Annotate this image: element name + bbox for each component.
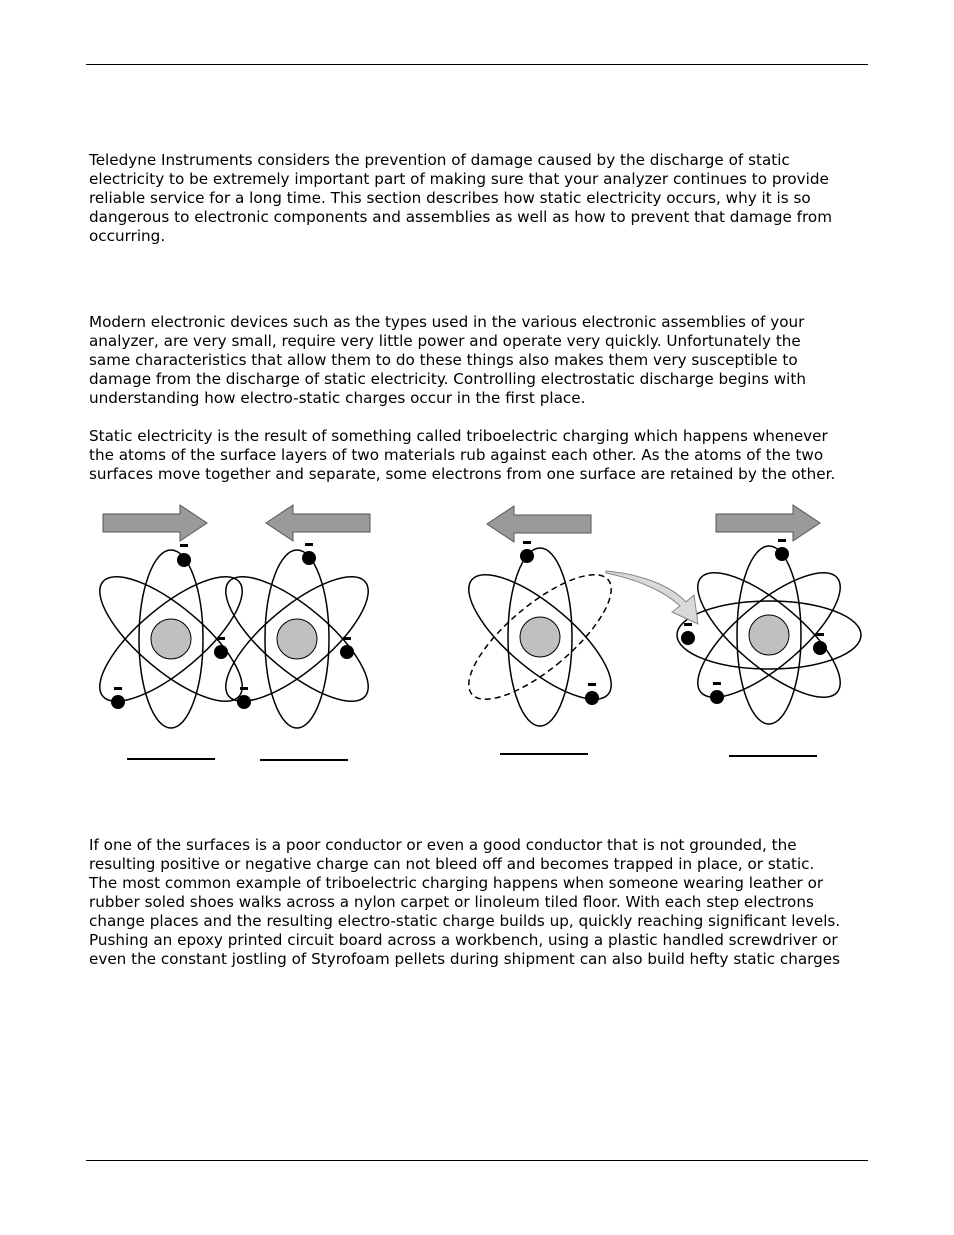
intro-paragraph: Teledyne Instruments considers the prevention of damage caused by the discharge of static electricity to be extremely important part of making sure that your analyzer continues to provide reliable service for a long time. This section describes how static electricity occurs, why it is so dangerous to electronic components and assemblies as well as how to prevent that damage from occurring. xyxy=(89,151,833,245)
atom-4 xyxy=(677,546,861,724)
right-arrow-icon xyxy=(103,505,207,541)
triboelectric-diagram xyxy=(0,495,954,780)
right-arrow-icon xyxy=(716,505,820,541)
nucleus xyxy=(749,615,789,655)
static-buildup-paragraph: If one of the surfaces is a poor conductor or even a good conductor that is not grounded, the resulting positive or negative charge can not bleed off and becomes trapped in place, or static. The most common example of triboelectric charging happens when someone wearing leather or rubber soled shoes walks across a nylon carpet or linoleum tiled floor. With each step electrons change places and the resulting electro-static charge builds up, quickly reaching significant levels. Pushing an epoxy printed circuit board across a workbench, using a plastic handled screwdriver or even the constant jostling of Styrofoam pellets during shipment can also build hefty static charges xyxy=(89,836,841,968)
electron-transfer-arrow-icon xyxy=(606,571,698,624)
right-atom-pair xyxy=(451,505,861,756)
left-arrow-icon xyxy=(266,505,370,541)
nucleus xyxy=(277,619,317,659)
atom-2 xyxy=(208,550,385,728)
header-rule xyxy=(86,64,868,65)
nucleus xyxy=(520,617,560,657)
devices-paragraph: Modern electronic devices such as the types used in the various electronic assemblies of your analyzer, are very small, require very little power and operate very quickly. Unfortunately the same characteristics that allow them to do these things also makes them very susceptible to damage from the discharge of static electricity. Controlling electrostatic discharge begins with understanding how electro-static charges occur in the first place. xyxy=(89,313,806,407)
nucleus xyxy=(151,619,191,659)
left-atom-pair xyxy=(82,505,385,760)
left-arrow-icon xyxy=(487,506,591,542)
atom-1 xyxy=(82,550,259,728)
triboelectric-paragraph: Static electricity is the result of something called triboelectric charging which happens whenever the atoms of the surface layers of two materials rub against each other. As the atoms of the two surfaces move together and separate, some electrons from one surface are retained by the other. xyxy=(89,427,836,483)
atom-3 xyxy=(451,548,628,726)
footer-rule xyxy=(86,1160,868,1161)
